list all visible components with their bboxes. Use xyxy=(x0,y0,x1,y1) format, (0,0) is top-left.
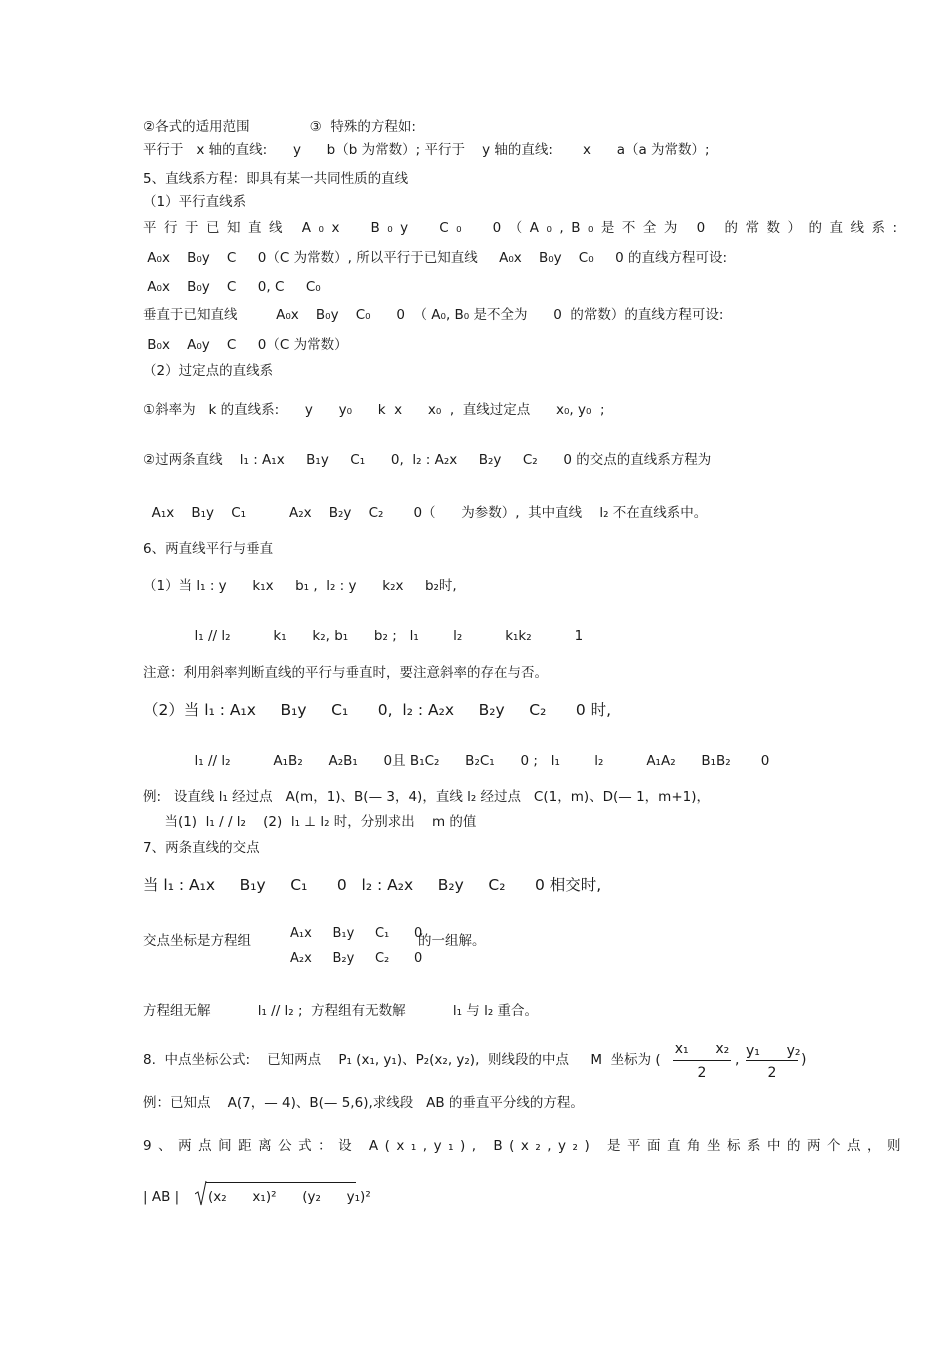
text-line-parallel-known: 平行于已知直线 A₀x B₀y C₀ 0（A₀,B₀是不全为 0 的常数）的直线系: xyxy=(143,220,905,236)
text-line-case1-result: l₁ // l₂ k₁ k₂, b₁ b₂ ; l₁ l₂ k₁k₂ 1 xyxy=(143,628,584,644)
text-line-case2-result: l₁ // l₂ A₁B₂ A₂B₁ 0且 B₁C₂ B₂C₁ 0 ; l₁ l₂ A₁A₂ B₁B₂ 0 xyxy=(143,753,770,769)
text-line-system-label: 交点坐标是方程组 xyxy=(143,933,251,949)
system-row-1: A₁x B₁y C₁ 0 xyxy=(290,926,423,941)
text-line-note: 注意：利用斜率判断直线的平行与垂直时，要注意斜率的存在与否。 xyxy=(143,665,548,681)
section-9-distance: 9、两点间距离公式：设 A(x₁,y₁), B(x₂,y₂) 是平面直角坐标系中的两个点，则 xyxy=(143,1138,908,1154)
subheading-parallel-family: （1）平行直线系 xyxy=(143,194,247,210)
midpoint-y-denominator: 2 xyxy=(767,1065,777,1081)
text-line-case2: （2）当 l₁ : A₁x B₁y C₁ 0, l₂ : A₂x B₂y C₂ 0 时, xyxy=(143,701,612,719)
text-line-parallel-eq: A₀x B₀y C 0（C 为常数）, 所以平行于已知直线 A₀x B₀y C₀ 0 的直线方程可设: xyxy=(143,250,727,266)
text-line-system-suffix: 的一组解。 xyxy=(418,933,486,949)
text-line-case1: （1）当 l₁ : y k₁x b₁ , l₂ : y k₂x b₂时, xyxy=(143,578,457,594)
text-line-example-2: 例：已知点 A(7，— 4)、B(— 5,6),求线段 AB 的垂直平分线的方程。 xyxy=(143,1095,584,1111)
text-line-no-solution: 方程组无解 l₁ // l₂ ; 方程组有无数解 l₁ 与 l₂ 重合。 xyxy=(143,1003,539,1019)
distance-radicand: (x₂ x₁)² (y₂ y₁)² xyxy=(208,1189,371,1205)
text-line-slope-family: ①斜率为 k 的直线系: y y₀ k x x₀ , 直线过定点 x₀, y₀ ; xyxy=(143,402,605,418)
sqrt-symbol-icon xyxy=(195,1180,207,1206)
text-line-two-lines: ②过两条直线 l₁ : A₁x B₁y C₁ 0, l₂ : A₂x B₂y C₂ 0 的交点的直线系方程为 xyxy=(143,452,712,468)
section-6-heading: 6、两直线平行与垂直 xyxy=(143,541,274,557)
text-line-example-1b: 当(1) l₁ / / l₂ (2) l₁ ⊥ l₂ 时，分别求出 m 的值 xyxy=(143,814,477,830)
text-line-2: 平行于 x 轴的直线: y b（b 为常数）; 平行于 y 轴的直线: x a（a 为常数）; xyxy=(143,142,710,158)
section-8-midpoint: 8. 中点坐标公式: 已知两点 P₁ (x₁, y₁)、P₂(x₂, y₂), 则线段的中点 M 坐标为 ( xyxy=(143,1052,661,1068)
midpoint-x-denominator: 2 xyxy=(697,1065,707,1081)
section-7-heading: 7、两条直线的交点 xyxy=(143,840,260,856)
text-line-intersect: 当 l₁ : A₁x B₁y C₁ 0 l₂ : A₂x B₂y C₂ 0 相交时, xyxy=(143,876,602,894)
sqrt-bar xyxy=(206,1182,356,1183)
distance-lhs: | AB | xyxy=(143,1189,180,1205)
comma-separator: , xyxy=(735,1052,740,1068)
subheading-fixed-point: （2）过定点的直线系 xyxy=(143,363,274,379)
section-5-heading: 5、直线系方程：即具有某一共同性质的直线 xyxy=(143,171,409,187)
text-line-1: ②各式的适用范围 ③ 特殊的方程如: xyxy=(143,119,416,135)
midpoint-x-numerator: x₁ x₂ xyxy=(674,1041,730,1057)
fraction-bar-y xyxy=(746,1060,798,1061)
fraction-bar-x xyxy=(673,1060,731,1061)
text-line-parallel-cond: A₀x B₀y C 0, C C₀ xyxy=(143,279,321,295)
text-line-perpendicular-known: 垂直于已知直线 A₀x B₀y C₀ 0 （ A₀, B₀ 是不全为 0 的常数）的直线方程可设: xyxy=(143,307,724,323)
text-line-example-1: 例: 设直线 l₁ 经过点 A(m，1)、B(— 3，4)，直线 l₂ 经过点 C(1，m)、D(— 1，m+1)， xyxy=(143,789,710,805)
text-line-perpendicular-eq: B₀x A₀y C 0（C 为常数） xyxy=(143,337,348,353)
text-line-lambda-family: A₁x B₁y C₁ A₂x B₂y C₂ 0（ 为参数）, 其中直线 l₂ 不在直线系中。 xyxy=(143,505,708,521)
system-row-2: A₂x B₂y C₂ 0 xyxy=(290,951,423,966)
midpoint-y-numerator: y₁ y₂ xyxy=(746,1043,801,1059)
close-paren: ) xyxy=(801,1052,807,1068)
